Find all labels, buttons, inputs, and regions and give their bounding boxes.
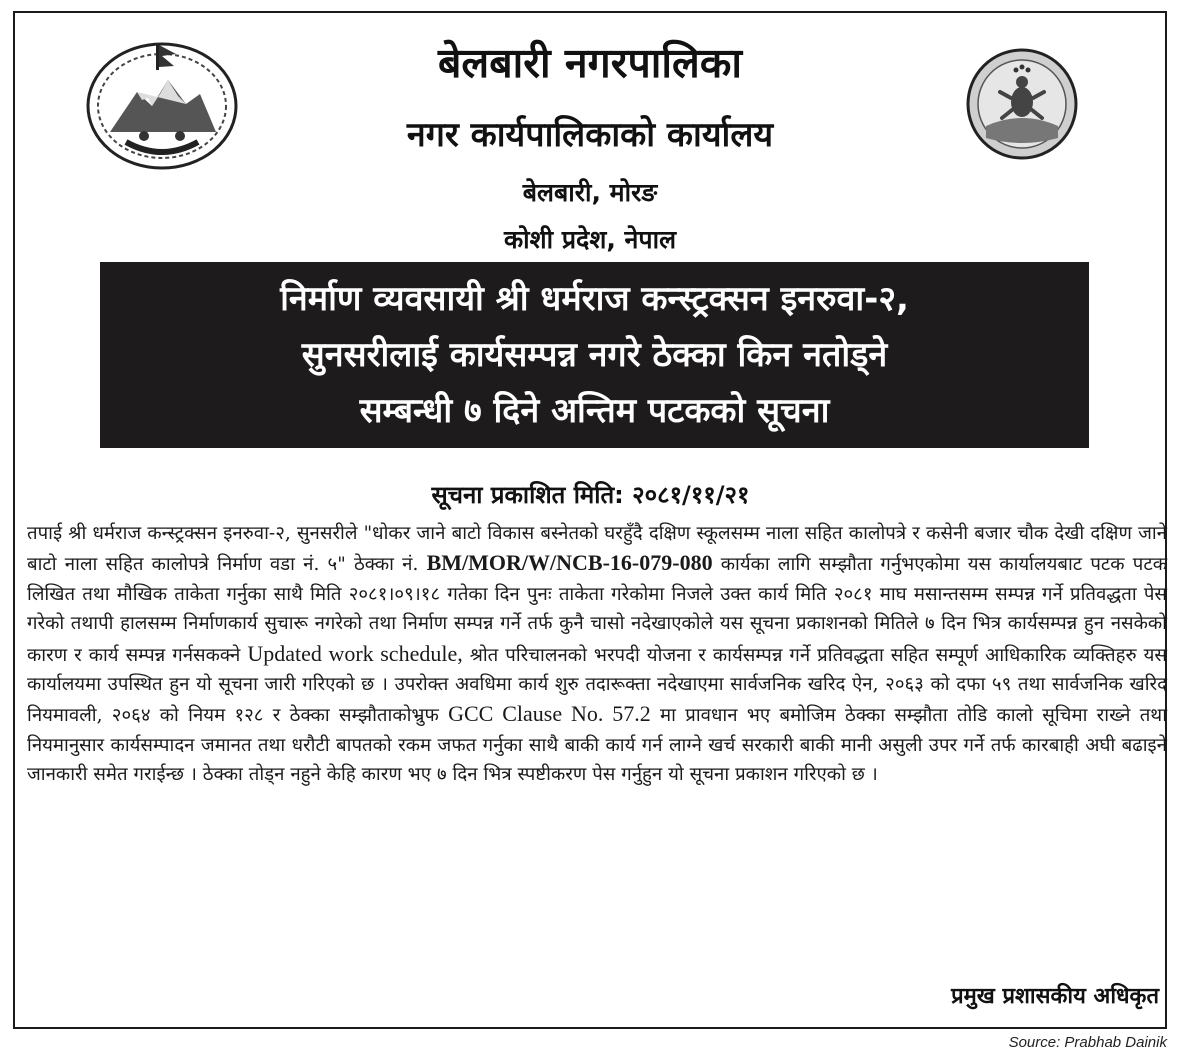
notice-body	[27, 519, 1167, 790]
contract-number: BM/MOR/W/NCB-16-079-080	[426, 550, 713, 576]
body-part-2: कार्यका लागि सम्झौता गर्नुभएकोमा यस कार्यालयबाट पटक पटक लिखित तथा मौखिक ताकेता गर्नुका साथै मिति २०८१।०९।१८ गतेका दिन पुनः ताकेता गरेकोमा निजले उक्त कार्य मिति २०८१ माघ मसान्तसम्म सम्पन्न गर्ने प्रतिवद्धता पेस गरेको तथापी हालसम्म निर्माणकार्य सुचारू नगरेको तथा निर्माण सम्पन्न गर्ने तर्फ कुनै चासो नदेखाएकोले यस सूचना प्रकाशनको मितिले ७ दिन भित्र कार्यसम्पन्न हुन नसकेको कारण र कार्य सम्पन्न गर्नसकक्ने	[27, 554, 1167, 666]
body-part-1: तपाई श्री धर्मराज कन्स्ट्रक्सन इनरुवा-२, सुनसरीले "धोकर जाने बाटो विकास बस्नेतको घरहुँदै दक्षिण स्कूलसम्म नाला सहित कालोपत्रे र कसेनी बजार चौक देखी दक्षिण जाने बाटो नाला सहित कालोपत्रे निर्माण वडा नं. ५" ठेक्का नं.	[27, 523, 1167, 576]
office-location: बेलबारी, मोरङ	[522, 178, 658, 207]
notice-title-line-2: सुनसरीलाई कार्यसम्पन्न नगरे ठेक्का किन नतोड्ने	[301, 335, 888, 375]
province-country: कोशी प्रदेश, नेपाल	[503, 225, 677, 254]
published-date: सूचना प्रकाशित मिति: २०८१/११/२१	[431, 481, 750, 509]
source-credit: Source: Prabhab Dainik	[1008, 1034, 1167, 1051]
body-part-3: श्रोत परिचालनको भरपदी योजना र कार्यसम्पन्न गर्ने प्रतिवद्धता सहित सम्पूर्ण आधिकारिक व्यक्तिहरु यस कार्यालयमा उपस्थित हुन यो सूचना जारी गरिएको छ । उपरोक्त अवधिमा कार्य शुरु तदारूक्ता नदेखाएमा सार्वजनिक खरिद ऐन, २०६३ को दफा ५९ तथा सार्वजनिक खरिद नियमावली, २०६४ को नियम १२८ र ठेक्का सम्झौताकोभ्रुफ	[27, 644, 1167, 727]
municipality-logo	[966, 48, 1078, 160]
notice-title-line-1: निर्माण व्यवसायी श्री धर्मराज कन्स्ट्रक्सन इनरुवा-२,	[280, 279, 909, 319]
signature-title: प्रमुख प्रशासकीय अधिकृत	[951, 984, 1159, 1009]
nepal-government-emblem	[82, 36, 242, 172]
updated-schedule-text: Updated work schedule,	[247, 640, 463, 666]
body-part-4: मा प्रावधान भए बमोजिम ठेक्का सम्झौता तोडि कालो सूचिमा राख्ने तथा नियमानुसार कार्यसम्पादन जमानत तथा धरौटी बापतको रकम जफत गर्नुका साथै बाकी कार्य गर्न लाग्ने खर्च सरकारी बाकी मानी असुली उपर गर्ने तर्फ कारबाही अघी बढाइने जानकारी समेत गराईन्छ । ठेक्का तोड्न नहुने केहि कारण भए ७ दिन भित्र स्पष्टीकरण पेस गर्नुहुन यो सूचना प्रकाशन गरिएको छ ।	[27, 705, 1168, 786]
notice-title-line-3: सम्बन्धी ७ दिने अन्तिम पटकको सूचना	[359, 391, 830, 431]
notice-title-banner	[100, 262, 1089, 448]
gcc-clause: GCC Clause No. 57.2	[448, 701, 651, 727]
municipality-name: बेलबारी नगरपालिका	[438, 39, 742, 87]
office-name: नगर कार्यपालिकाको कार्यालय	[406, 115, 774, 155]
